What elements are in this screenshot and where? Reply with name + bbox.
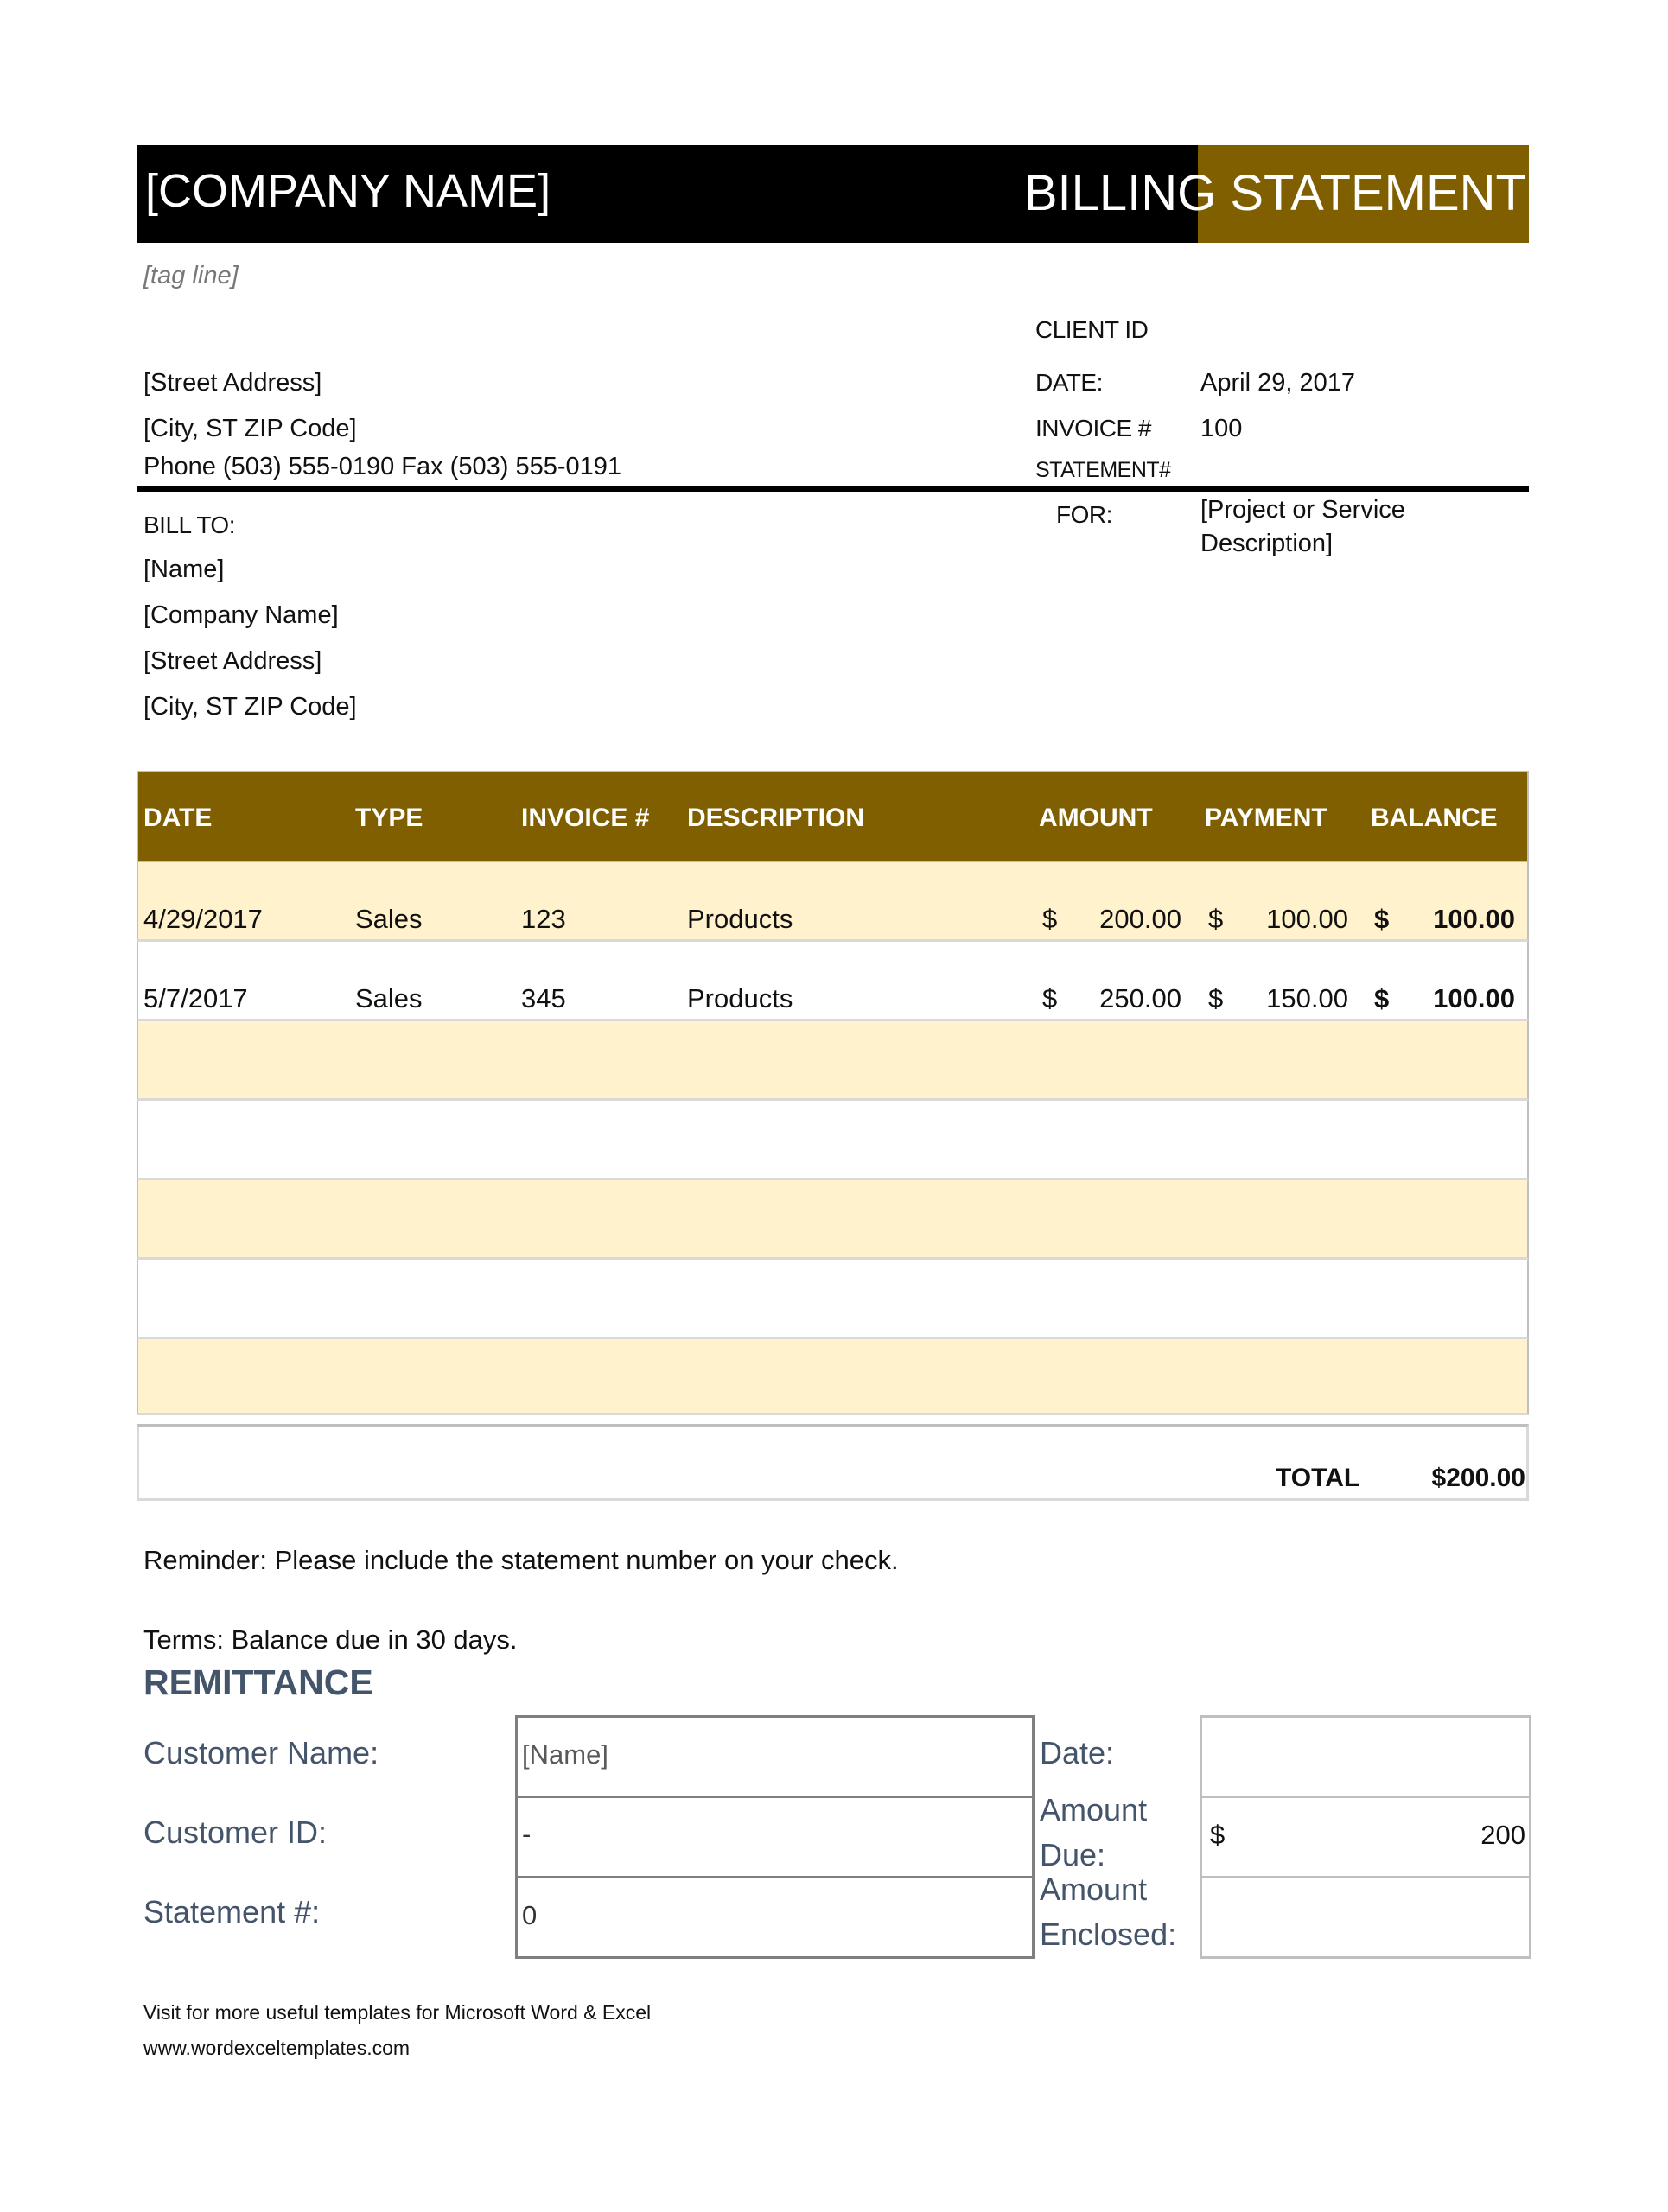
total-value[interactable]: $200.00	[1431, 1464, 1525, 1492]
statement-table	[137, 771, 1529, 1415]
invoice-label: INVOICE #	[1035, 415, 1151, 442]
for-value-line1[interactable]: [Project or Service	[1200, 496, 1405, 524]
table-row[interactable]	[137, 862, 1529, 942]
company-city[interactable]: [City, ST ZIP Code]	[143, 415, 357, 442]
amount-due-currency: $	[1210, 1820, 1226, 1850]
invoice-value[interactable]: 100	[1200, 415, 1243, 442]
bill-to-label: BILL TO:	[143, 512, 235, 538]
cell-date[interactable]: 5/7/2017	[143, 983, 248, 1014]
cell-balance-currency: $	[1374, 904, 1390, 934]
col-date-header: DATE	[143, 804, 213, 832]
client-id-label: CLIENT ID	[1035, 316, 1149, 343]
amount-enclosed-field[interactable]	[1200, 1876, 1531, 1959]
footer-text: Visit for more useful templates for Microsoft Word & Excel	[143, 2001, 652, 2024]
header-divider	[137, 486, 1529, 492]
table-row-empty[interactable]	[137, 1339, 1529, 1415]
cell-balance[interactable]: 100.00	[1433, 904, 1515, 934]
document-title: BILLING STATEMENT	[1023, 165, 1526, 221]
table-row-empty[interactable]	[137, 1180, 1529, 1260]
bill-to-company[interactable]: [Company Name]	[143, 601, 339, 629]
table-row-empty[interactable]	[137, 1260, 1529, 1339]
bill-to-city[interactable]: [City, ST ZIP Code]	[143, 693, 357, 721]
col-description-header: DESCRIPTION	[687, 804, 865, 832]
amount-enclosed-label-line1: Amount	[1040, 1872, 1148, 1907]
col-type-header: TYPE	[355, 804, 423, 832]
footer-link[interactable]: www.wordexceltemplates.com	[143, 2037, 411, 2059]
col-balance-header: BALANCE	[1371, 804, 1498, 832]
company-street[interactable]: [Street Address]	[143, 369, 322, 397]
tagline[interactable]: [tag line]	[143, 262, 239, 289]
cell-description[interactable]: Products	[687, 983, 793, 1014]
cell-type[interactable]: Sales	[355, 904, 423, 934]
cell-date[interactable]: 4/29/2017	[143, 904, 263, 934]
amount-due-label-line2: Due:	[1040, 1837, 1106, 1872]
statement-number-label: Statement #:	[143, 1894, 321, 1929]
statement-label: STATEMENT#	[1035, 458, 1171, 482]
date-value[interactable]: April 29, 2017	[1200, 369, 1355, 397]
remit-date-field[interactable]	[1200, 1715, 1531, 1798]
remittance-title: REMITTANCE	[143, 1662, 373, 1702]
cell-amount[interactable]: 250.00	[1099, 983, 1181, 1014]
amount-enclosed-label-line2: Enclosed:	[1040, 1916, 1177, 1952]
table-row-empty[interactable]	[137, 1021, 1529, 1101]
table-row[interactable]	[137, 942, 1529, 1021]
customer-id-value[interactable]: -	[522, 1819, 532, 1849]
cell-description[interactable]: Products	[687, 904, 793, 934]
table-header	[137, 771, 1529, 862]
customer-name-value[interactable]: [Name]	[522, 1739, 608, 1770]
cell-payment-currency: $	[1208, 983, 1224, 1014]
amount-due-value[interactable]: 200	[1480, 1820, 1525, 1850]
for-label: FOR:	[1056, 501, 1112, 528]
customer-id-field[interactable]	[515, 1796, 1035, 1878]
statement-number-value[interactable]: 0	[522, 1900, 538, 1930]
customer-name-label: Customer Name:	[143, 1735, 379, 1770]
date-label: DATE:	[1035, 369, 1103, 396]
cell-payment-currency: $	[1208, 904, 1224, 934]
cell-type[interactable]: Sales	[355, 983, 423, 1014]
table-row-empty[interactable]	[137, 1101, 1529, 1180]
cell-payment[interactable]: 150.00	[1266, 983, 1348, 1014]
col-payment-header: PAYMENT	[1205, 804, 1327, 832]
total-label: TOTAL	[1276, 1464, 1360, 1492]
col-invoice-header: INVOICE #	[521, 804, 650, 832]
cell-amount[interactable]: 200.00	[1099, 904, 1181, 934]
customer-id-label: Customer ID:	[143, 1815, 328, 1850]
cell-invoice[interactable]: 345	[521, 983, 566, 1014]
bill-to-street[interactable]: [Street Address]	[143, 647, 322, 675]
remit-date-label: Date:	[1040, 1735, 1115, 1770]
amount-due-label-line1: Amount	[1040, 1792, 1148, 1827]
statement-number-field[interactable]	[515, 1876, 1035, 1959]
cell-amount-currency: $	[1042, 983, 1058, 1014]
company-name[interactable]: [COMPANY NAME]	[145, 165, 551, 217]
for-value-line2[interactable]: Description]	[1200, 530, 1334, 557]
col-amount-header: AMOUNT	[1039, 804, 1153, 832]
reminder-note[interactable]: Reminder: Please include the statement number on your check.	[143, 1545, 899, 1575]
cell-amount-currency: $	[1042, 904, 1058, 934]
company-phone-fax[interactable]: Phone (503) 555-0190 Fax (503) 555-0191	[143, 453, 621, 480]
cell-balance-currency: $	[1374, 983, 1390, 1014]
cell-invoice[interactable]: 123	[521, 904, 566, 934]
terms-note[interactable]: Terms: Balance due in 30 days.	[143, 1624, 518, 1655]
cell-balance[interactable]: 100.00	[1433, 983, 1515, 1014]
cell-payment[interactable]: 100.00	[1266, 904, 1348, 934]
bill-to-name[interactable]: [Name]	[143, 556, 225, 583]
